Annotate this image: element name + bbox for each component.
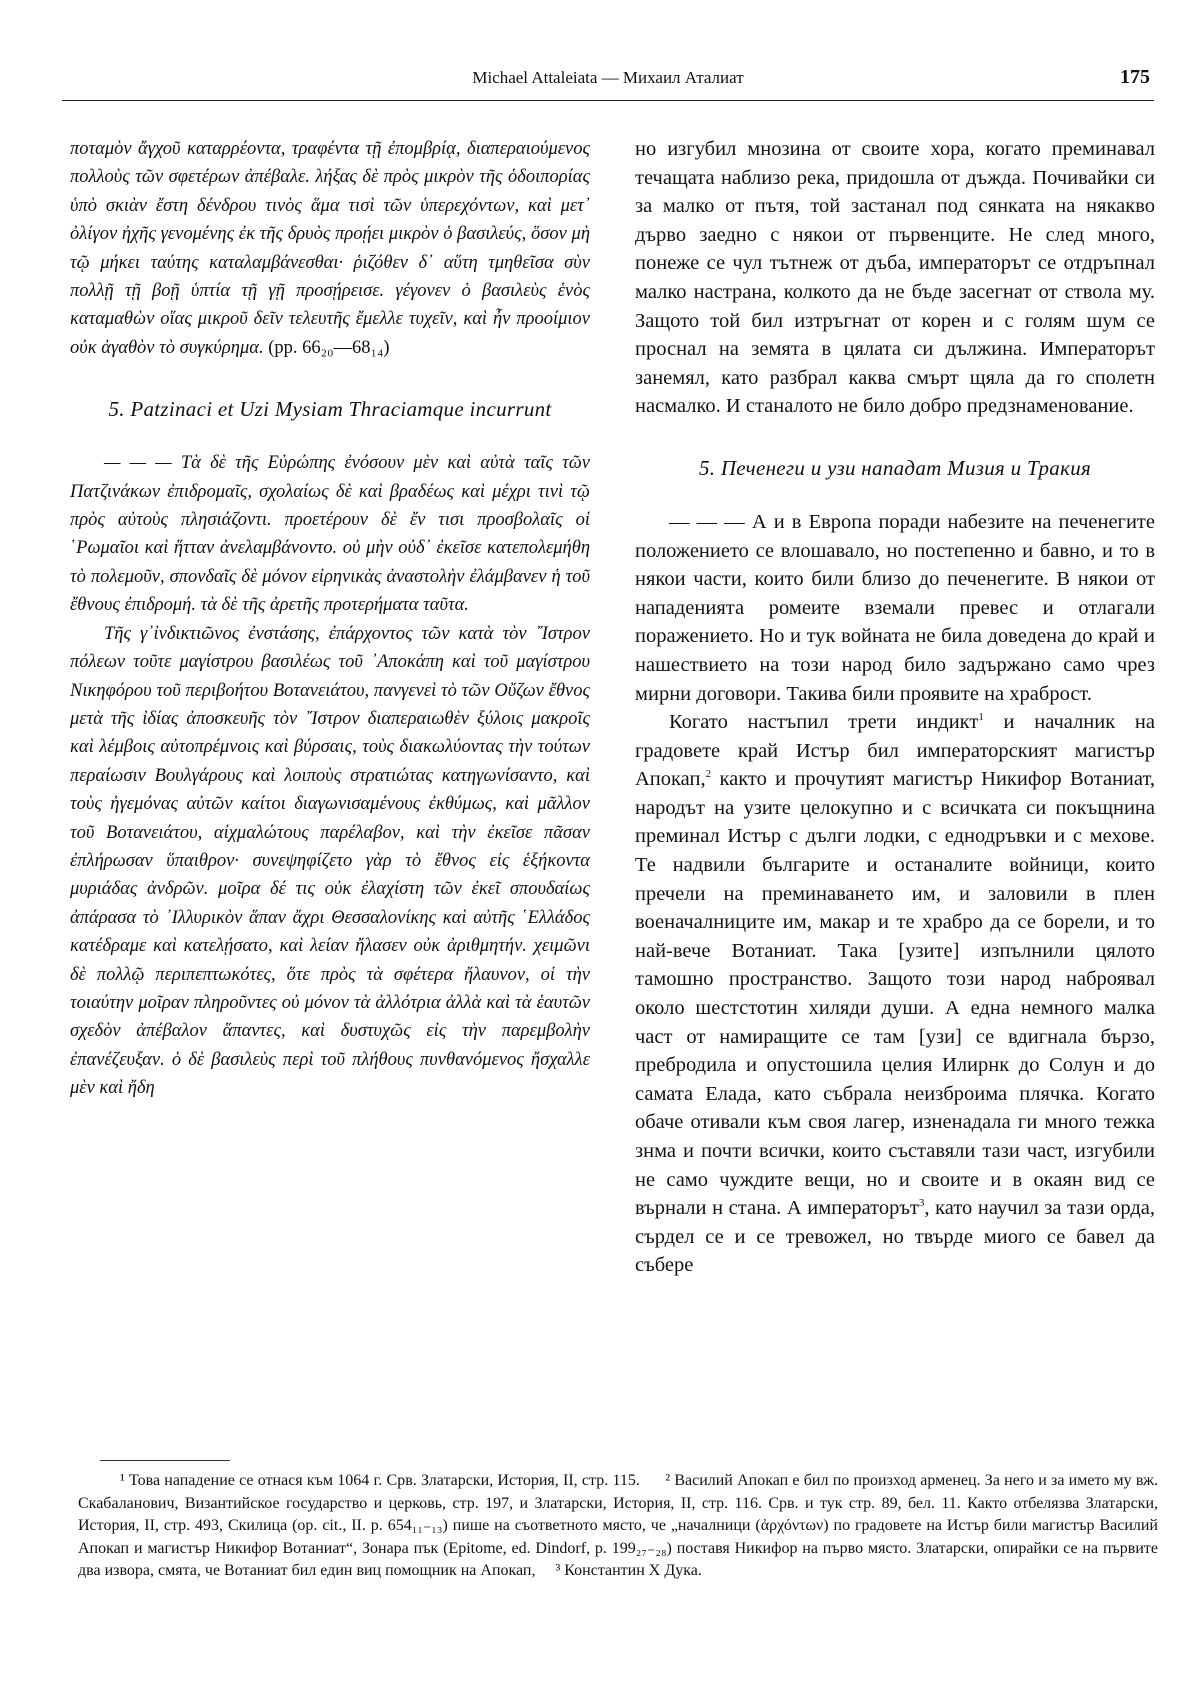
section-heading-latin: 5. Patzinaci et Uzi Mysiam Thraciamque incurrunt xyxy=(108,397,552,422)
footnote-rule xyxy=(100,1460,230,1461)
bg-text-3a: Когато настъпил трети индикт xyxy=(669,711,979,734)
running-header xyxy=(62,60,1154,101)
bulgarian-paragraph-3 xyxy=(635,708,1155,1280)
footnote-ref-1: 1 xyxy=(978,711,984,724)
left-column-latin-greek xyxy=(70,135,590,1103)
right-column-bulgarian xyxy=(635,135,1155,1280)
page-number: 175 xyxy=(1120,66,1150,88)
section-heading-bulgarian: 5. Печенеги и узи нападат Мизия и Тракия xyxy=(698,455,1092,480)
footnote-3: ³ Константин Х Дука. xyxy=(555,1562,702,1579)
greek-paragraph-2: — — — Τὰ δὲ τῆς Εὐρώπης ἐνόσουν μὲν καὶ αὐτὰ ταῖς τῶν Πατζινάκων ἐπιδρομαῖς, σχολαίως δὲ καὶ βραδέως καὶ μέχρι τινὶ τῷ πρὸς αὐτοὺς πλησιάζοντι. προετέρουν δὲ ἔν τισι προσβολαῖς οἱ ῾Ρωμαῖοι καὶ ἥτταν ἀνελαμβάνοντο. οὐ μὴν οὐδ᾿ ἐκεῖσε κατεπολεμήθη τὸ πολεμοῦν, σπονδαῖς δὲ μόνον εἰρηνικὰς ἀναστολὴν ἐλάμβανεν ἡ τοῦ ἔθνους ἐπιδρομή. τὰ δὲ τῆς ἀρετῆς προτερήματα ταῦτα. xyxy=(70,453,590,616)
footnote-ref-2: 2 xyxy=(705,768,712,781)
bg-text-3c: както и прочутият магистър Никифор Вотаниат, народът на узите целокупно и с всичката си покъщнина преминал Истър с дълги лодки, с еднодръвки и с мехове. Те надвили българите и останалите войници, които пречели на преминаването им, и заловили в плен военачалниците им, макар и те храбро да се борели, и то най-вече Вотаниат. Така [узите] изпълнили цялото тамошно пространство. Защото този народ наброявал около шестстотин хиляди души. А една немного малка част от намиращите се там [узи] се вдигнала бързо, пребродила и опустошила целия Илирнк до Солун и до самата Елада, като събрала неизброима плячка. Когато обаче отивали към своя лагер, изненадала ги много тежка знма и почти всички, които съставяли тази част, изгубили не само чуждите вещи, но и своите и в окаян вид се върнали н стана. А императорът xyxy=(635,768,1155,1220)
footnotes xyxy=(78,1470,1158,1583)
page-reference: (pp. 66₂₀—68₁₄) xyxy=(268,337,390,358)
greek-paragraph-3: Τῆς γ᾿ἰνδικτιῶνος ἐνστάσης, ἐπάρχοντος τῶν κατὰ τὸν ῎Ιστρον πόλεων τοῦτε μαγίστρου βασιλέως τοῦ ᾿Αποκάπη καὶ τοῦ μαγίστρου Νικηφόρου τοῦ περιβοήτου Βοτανειάτου, πανγενεὶ τὸ τῶν Οὔζων ἔθνος μετὰ τῆς ἰδίας ἀποσκευῆς τὸν ῎Ιστρον διαπεραιωθὲν ξύλοις μακροῖς καὶ λέμβοις αὐτοπρέμνοις καὶ βύρσαις, τοὺς διακωλύοντας τὴν τούτων περαίωσιν Βουλγάρους καὶ λοιποὺς στρατιώτας κατηγωνίσαντο, καὶ τοὺς ἡγεμόνας αὐτῶν καίτοι διαγωνισαμένους ἐκθύμως, καὶ μᾶλλον τοῦ Βοτανειάτου, αἰχμαλώτους παρέλαβον, καὶ τὴν ἐκεῖσε πᾶσαν ἐπλήρωσαν ὕπαιθρον· συνεψηφίζετο γὰρ τὸ ἔθνος εἰς ἑξήκοντα μυριάδας ἀνδρῶν. μοῖρα δέ τις οὐκ ἐλαχίστη τῶν ἐκεῖ σπουδαίως ἀπάρασα τὸ ᾿Ιλλυρικὸν ἅπαν ἄχρι Θεσσαλονίκης καὶ αὐτῆς ῾Ελλάδος κατέδραμε καὶ κατελῄσατο, καὶ λείαν ἤλασεν οὐκ ἀριθμητήν. χειμῶνι δὲ πολλῷ περιπεπτωκότες, ὅτε πρὸς τὰ σφέτερα ἤλαυνον, οἱ τὴν τοιαύτην μοῖραν πληροῦντες οὐ μόνον τὰ ἀλλότρια ἀλλὰ καὶ τὰ ἑαυτῶν σχεδὸν ἀπέβαλον ἅπαντες, καὶ δυστυχῶς εἰς τὴν παρεμβολὴν ἐπανέζευξαν. ὁ δὲ βασιλεὺς περὶ τοῦ πλήθους πυνθανόμενος ἤσχαλλε μὲν καὶ ἤδη xyxy=(70,623,590,1099)
bulgarian-paragraph-1: но изгубил мнозина от своите хора, когато преминавал течащата наблизо река, придошла от дъжда. Почивайки си за малко от пътя, той застанал под сянката на някакво дърво заедно с някои от първенците. Не след много, понеже се чул тътнеж от дъба, императорът се отдръпнал малко настрана, колкото да не бъде засегнат от ствола му. Защото той бил изтръгнат от корен и с голям шум се проснал на земята в цялата си дължина. Императорът занемял, като разбрал каква смърт щяла да го сполетн насмалко. И станалото не било добро предзнаменование. xyxy=(635,138,1155,418)
footnote-ref-3: 3 xyxy=(918,1197,925,1210)
bg-text-3b: и началник на градовете край Истър бил императорският магистър Апокап, xyxy=(635,711,1155,791)
footnote-1: ¹ Това нападение се отнася към 1064 г. Срв. Златарски, История, II, стр. 115. xyxy=(120,1472,640,1489)
running-title: Michael Attaleiata — Михаил Аталиат xyxy=(472,68,744,87)
footnote-2: ² Василий Апокап е бил по произход арменец. За него и за името му вж. Скабаланович, Византийское государство и церковь, стр. 197, и Златарски, История, II, стр. 116. Срв. и тук стр. 89, бел. 11. Както отбелязва Златарски, История, II, стр. 493, Скилица (op. cit., II. p. 654₁₁₋₁₃) пише на съответното място, че „началници (ἀρχόντων) по градовете на Истър били магистър Василий Апокап и магистър Никифор Вотаниат“, Зонара пък (Epitome, ed. Dindorf, p. 199₂₇₋₂₈) поставя Никифор на първо място. Златарски, опирайки се на първите два извора, смята, че Вотаниат бил един виц помощник на Апокап, xyxy=(78,1472,1158,1579)
footnote-1-2-3 xyxy=(78,1470,1158,1583)
greek-text-1: ποταμὸν ἄγχοῦ καταρρέοντα, τραφέντα τῇ ἐπομβρίᾳ, διαπεραιούμενος πολλοὺς τῶν σφετέρων ἀπέβαλε. λήξας δὲ πρὸς μικρὸν τῆς ὁδοιπορίας ὑπὸ σκιὰν ἔστη δένδρου τινὸς ἅμα τισὶ τῶν ὑπερεχόντων, καὶ μετ᾿ ὀλίγον ἠχῆς γενομένης ἐκ τῆς δρυὸς προῄει μικρὸν ὁ βασιλεύς, ὅσον μὴ τῷ μήκει ταύτης καταλαμβάνεσθαι· ῥιζόθεν δ᾿ αὕτη τμηθεῖσα σὺν πολλῇ τῇ βοῇ ὑπτία τῇ γῇ προσῄρεισε. γέγονεν ὁ βασιλεὺς ἑνὸς καταμαθὼν οἵας μικροῦ δεῖν τελευτῆς ἔμελλε τυχεῖν, καὶ ἦν προοίμιον οὐκ ἀγαθὸν τὸ συγκύρημα. xyxy=(70,139,590,358)
bulgarian-paragraph-2: — — — А и в Европа поради набезите на печенегите положението се влошавало, но постепенно и бавно, и то в някои части, които били близо до печенегите. В някои от нападенията ромеите вземали превес и отлагали поражението. Но и тук войната не била доведена до край и нашествието на този народ било задържано само чрез мирни договори. Такива били проявите на храброст. xyxy=(635,510,1155,705)
greek-paragraph-1 xyxy=(70,135,590,362)
bg-text-3d: , като научил за тази орда, сърдел се и се тревожел, но твърде миого се бавел да събере xyxy=(635,1197,1155,1277)
